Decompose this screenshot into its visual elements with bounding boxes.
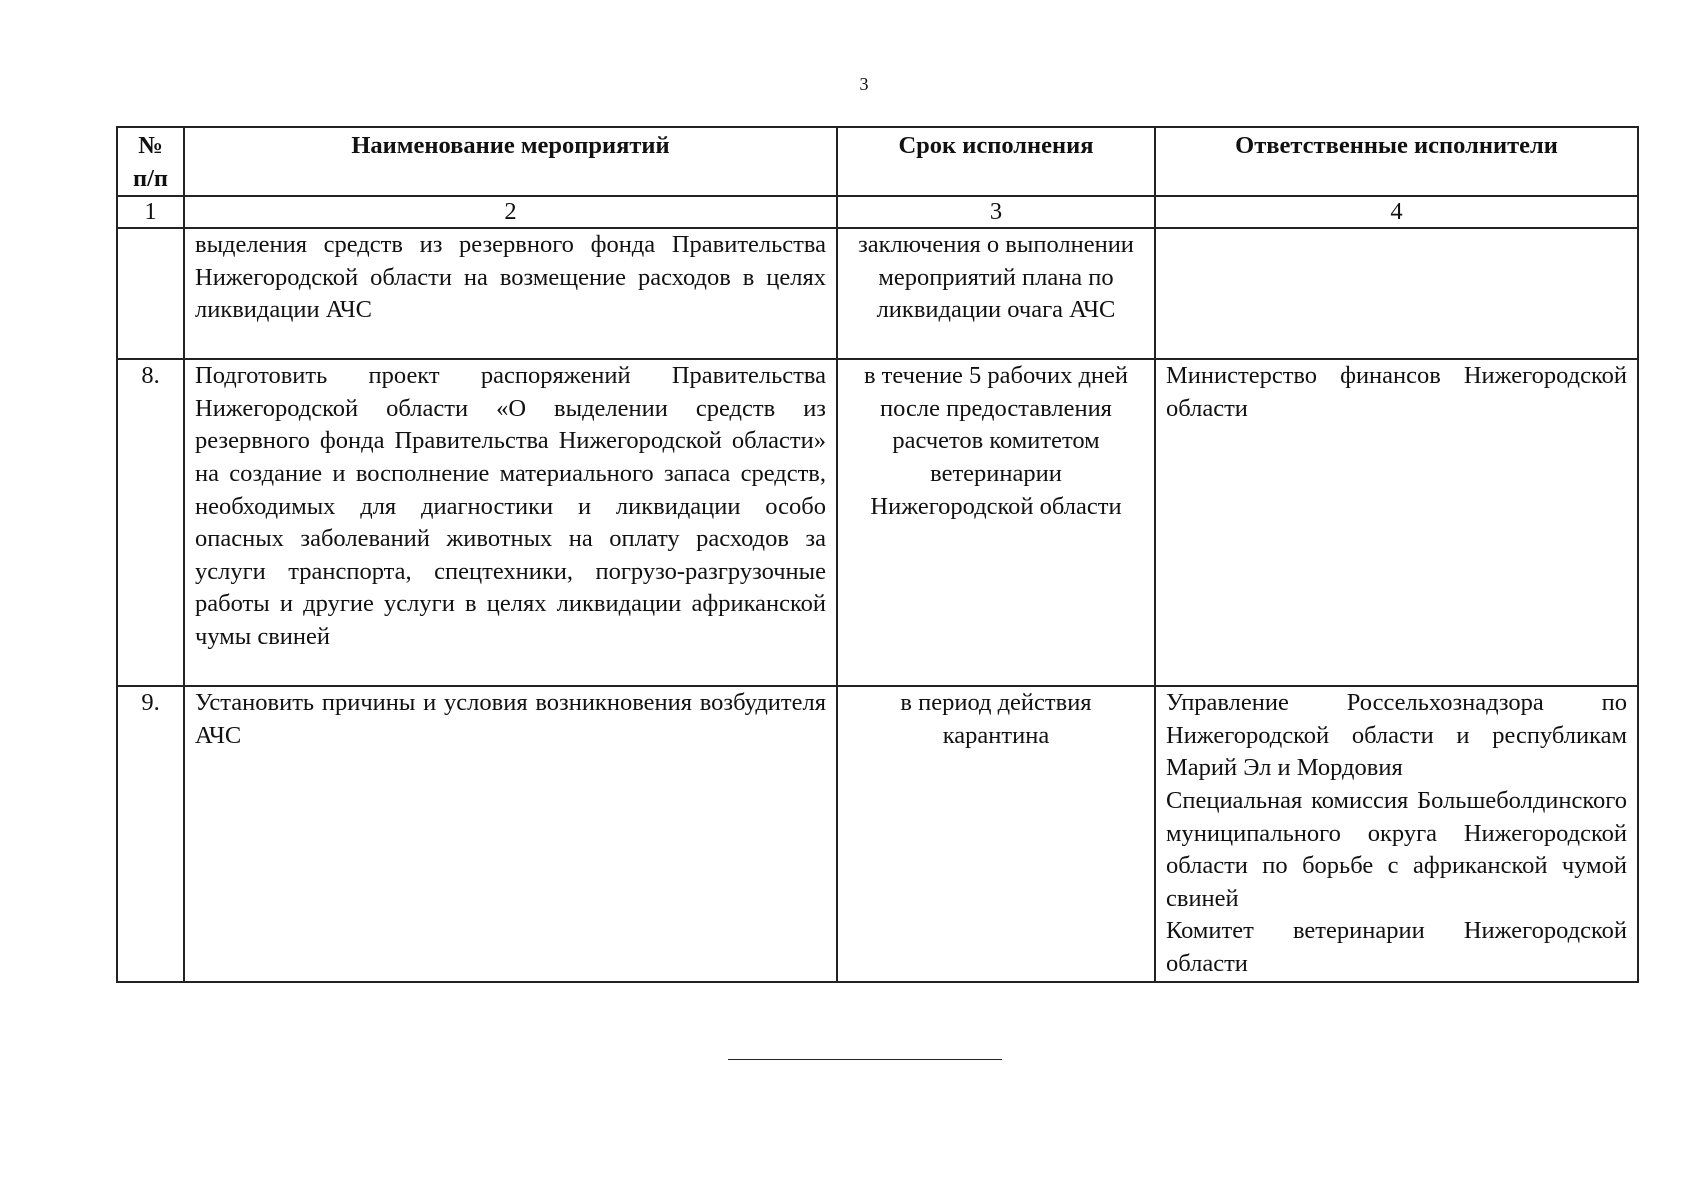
column-number: 1 <box>117 196 184 228</box>
header-deadline: Срок исполнения <box>837 127 1155 196</box>
footer-divider <box>728 1059 1002 1060</box>
row-deadline-text: в течение 5 рабочих дней после предоставления расчетов комитетом ветеринарии Нижегородской области <box>863 362 1129 520</box>
row-num: 8. <box>117 359 184 686</box>
row-deadline-text: в период действия карантина <box>900 689 1092 749</box>
row-deadline-text: заключения о выполнении мероприятий плана по ликвидации очага АЧС <box>858 231 1134 324</box>
responsible-org: Управление Россельхознадзора по Нижегородской области и республикам Марий Эл и Мордовия <box>1166 689 1627 782</box>
row-num: 9. <box>117 686 184 981</box>
responsible-org: Специальная комиссия Большеболдинского муниципального округа Нижегородской области по борьбе с африканской чумой свиней <box>1166 786 1627 912</box>
row-responsible <box>1155 228 1638 359</box>
column-numbers-row <box>117 196 1638 228</box>
header-responsible: Ответственные исполнители <box>1155 127 1638 196</box>
row-deadline <box>837 359 1155 686</box>
table-row <box>117 359 1638 686</box>
page-number: 3 <box>859 74 869 94</box>
row-num <box>117 228 184 359</box>
row-responsible <box>1155 359 1638 686</box>
row-deadline <box>837 228 1155 359</box>
column-number: 4 <box>1155 196 1638 228</box>
table-row <box>117 686 1638 981</box>
row-deadline <box>837 686 1155 981</box>
plan-table <box>116 126 1639 983</box>
header-num: № п/п <box>117 127 184 196</box>
header-row <box>117 127 1638 196</box>
row-responsible <box>1155 686 1638 981</box>
responsible-org: Комитет ветеринарии Нижегородской области <box>1166 917 1627 977</box>
row-name: Подготовить проект распоряжений Правительства Нижегородской области «О выделении средств из резервного фонда Правительства Нижегородской области» на создание и восполнение материального запаса средств, необходимых для диагностики и ликвидации особо опасных заболеваний животных на оплату расходов за услуги транспорта, спецтехники, погрузо-разгрузочные работы и другие услуги в целях ликвидации африканской чумы свиней <box>184 359 837 686</box>
row-name: выделения средств из резервного фонда Правительства Нижегородской области на возмещение расходов в целях ликвидации АЧС <box>184 228 837 359</box>
header-name: Наименование мероприятий <box>184 127 837 196</box>
column-number: 2 <box>184 196 837 228</box>
responsible-org: Министерство финансов Нижегородской области <box>1166 362 1627 422</box>
row-name: Установить причины и условия возникновения возбудителя АЧС <box>184 686 837 981</box>
table-row <box>117 228 1638 359</box>
column-number: 3 <box>837 196 1155 228</box>
